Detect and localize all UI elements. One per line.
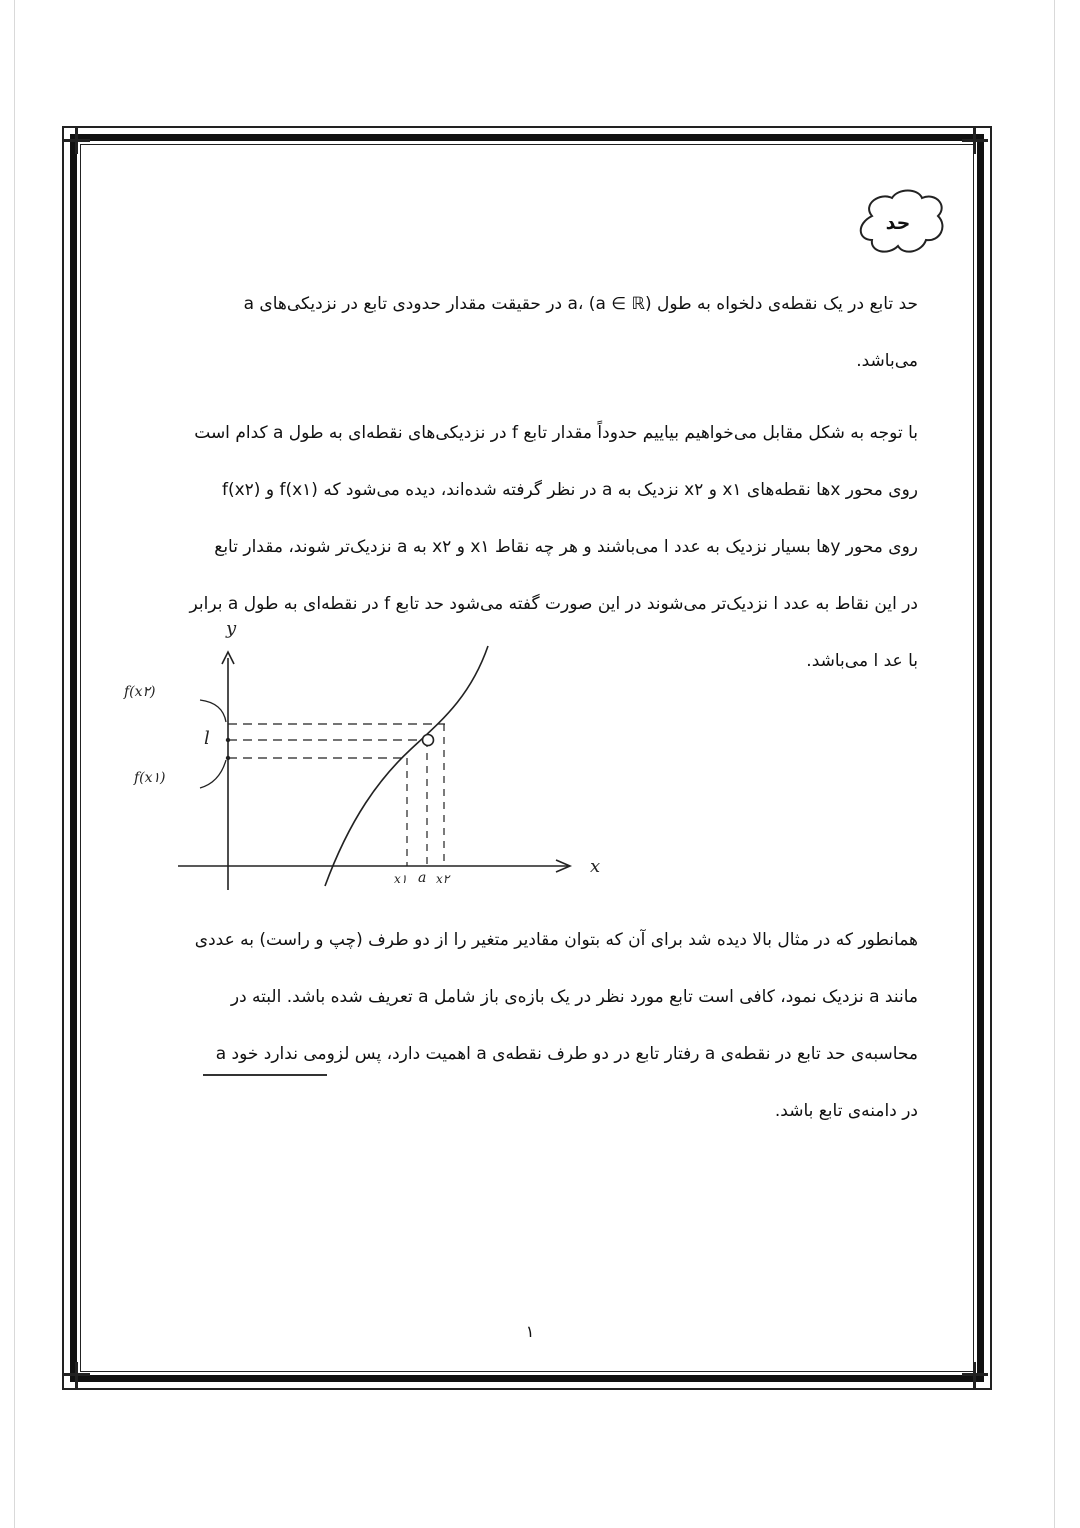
frame-corner-ornament bbox=[64, 1362, 90, 1388]
text-line: در دامنه‌ی تابع باشد. bbox=[774, 1101, 918, 1121]
text-line: می‌باشد. bbox=[856, 351, 918, 371]
label-x2: x۲ bbox=[436, 872, 450, 886]
x-axis-label: x bbox=[590, 856, 601, 877]
limit-graph bbox=[120, 618, 620, 900]
pointer-arrow bbox=[200, 760, 226, 788]
label-f-x2: f(x۲) bbox=[124, 684, 156, 700]
y-axis-label: y bbox=[226, 618, 237, 639]
text-line: محاسبه‌ی حد تابع در نقطه‌ی a رفتار تابع در دو طرف نقطه‌ی a اهمیت دارد، پس لزومی ندارد خود a bbox=[215, 1044, 918, 1064]
text-line: همانطور که در مثال بالا دیده شد برای آن که بتوان مقادیر متغیر را از دو طرف (چپ و راست) به عددی bbox=[194, 930, 918, 950]
text-line: مانند a نزدیک نمود، کافی است تابع مورد نظر در یک بازه‌ی باز شامل a تعریف شده باشد. البته در bbox=[230, 987, 918, 1007]
limit-graph-drawing bbox=[120, 618, 620, 900]
paragraph-definition bbox=[140, 276, 918, 390]
section-title: حد bbox=[885, 212, 911, 234]
paragraph-note bbox=[140, 912, 918, 1140]
frame-corner-ornament bbox=[64, 128, 90, 154]
text-line: روی محور yها بسیار نزدیک به عدد l می‌باشند و هر چه نقاط x۱ و x۲ به a نزدیک‌تر شوند، مقدار تابع bbox=[214, 537, 918, 557]
text-line: روی محور xها نقطه‌های x۱ و x۲ نزدیک به a در نظر گرفته شده‌اند، دیده می‌شود که f(x۱) و f(x۲) bbox=[221, 480, 918, 500]
label-f-x1: f(x۱) bbox=[134, 770, 166, 786]
pointer-arrow bbox=[200, 700, 226, 722]
text-line: حد تابع در یک نقطه‌ی دلخواه به طول a، (a ∈ ℝ) در حقیقت مقدار حدودی تابع در نزدیکی‌های a bbox=[243, 294, 918, 314]
page-number: ۱ bbox=[525, 1322, 535, 1341]
text-line: در این نقاط به عدد l نزدیک‌تر می‌شوند در این صورت گفته می‌شود حد تابع f در نقطه‌ای به طول a برابر bbox=[189, 594, 918, 614]
scan-edge-left bbox=[14, 0, 15, 1528]
frame-corner-ornament bbox=[962, 1362, 988, 1388]
scan-edge-right bbox=[1054, 0, 1055, 1528]
label-l: l bbox=[204, 728, 210, 749]
label-a: a bbox=[418, 870, 427, 886]
text-line: با توجه به شکل مقابل می‌خواهیم بیاییم حدوداً مقدار تابع f در نزدیکی‌های نقطه‌ای به طول a کدام است bbox=[194, 423, 918, 443]
text-line: با عد l می‌باشد. bbox=[806, 651, 918, 671]
label-x1: x۱ bbox=[394, 872, 408, 886]
frame-corner-ornament bbox=[962, 128, 988, 154]
open-circle-point bbox=[423, 735, 434, 746]
handwritten-underline bbox=[203, 1074, 327, 1076]
